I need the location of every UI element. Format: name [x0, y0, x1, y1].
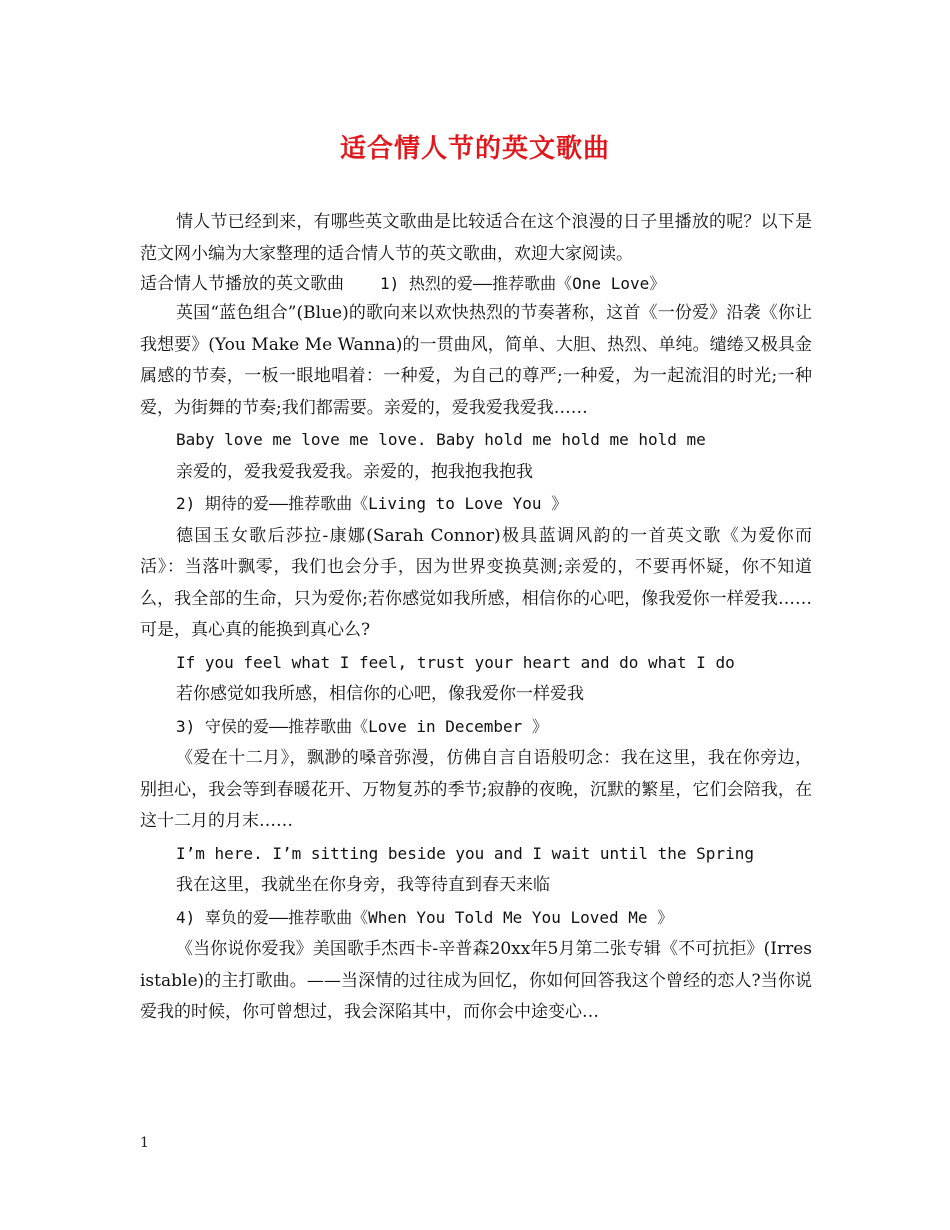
section-heading: 2) 期待的爱——推荐歌曲《Living to Love You 》 — [176, 494, 568, 513]
section-description: 《爱在十二月》，飘渺的嗓音弥漫，仿佛自言自语般叨念：我在这里，我在你旁边，别担心，我会等到春暖花开、万物复苏的季节;寂静的夜晚，沉默的繁星，它们会陪我，在这十二月的月末…… — [140, 748, 812, 831]
document-body — [140, 207, 812, 1029]
lyric-english: I’m here. I’m sitting beside you and I wait until the Spring — [176, 843, 754, 863]
section-heading: 4) 辜负的爱——推荐歌曲《When You Told Me You Loved Me 》 — [176, 907, 674, 927]
intro-paragraph: 情人节已经到来，有哪些英文歌曲是比较适合在这个浪漫的日子里播放的呢？以下是范文网小编为大家整理的适合情人节的英文歌曲，欢迎大家阅读。 — [140, 212, 812, 264]
section-heading: 3) 守侯的爱——推荐歌曲《Love in December 》 — [176, 716, 548, 736]
lyric-english: Baby love me love me love. Baby hold me hold me hold me — [176, 430, 706, 449]
lyric-chinese: 我在这里，我就坐在你身旁，我等待直到春天来临 — [176, 875, 550, 895]
lyric-chinese: 亲爱的，爱我爱我爱我。亲爱的，抱我抱我抱我 — [176, 461, 533, 482]
section-1-heading-line — [140, 270, 812, 298]
section-heading: 1) 热烈的爱——推荐歌曲《One Love》 — [380, 274, 666, 293]
page-number: 1 — [140, 1135, 149, 1151]
document-title: 适合情人节的英文歌曲 — [339, 134, 610, 164]
lyric-english: If you feel what I feel, trust your heart and do what I do — [176, 652, 735, 672]
section-description: 德国玉女歌后莎拉-康娜(Sarah Connor)极具蓝调风韵的一首英文歌《为爱你而活》：当落叶飘零，我们也会分手，因为世界变换莫测;亲爱的，不要再怀疑，你不知道么，我全部的生命，只为爱你;若你感觉如我所感，相信你的心吧，像我爱你一样爱我……可是，真心真的能换到真心么? — [140, 525, 812, 640]
subheading: 适合情人节播放的英文歌曲 — [140, 274, 344, 294]
section-description: 《当你说你爱我》美国歌手杰西卡-辛普森20xx年5月第二张专辑《不可抗拒》(Irresistable)的主打歌曲。——当深情的过往成为回忆，你如何回答我这个曾经的恋人?当你说爱我的时候，你可曾想过，我会深陷其中，而你会中途变心… — [140, 939, 812, 1022]
lyric-chinese: 若你感觉如我所感，相信你的心吧，像我爱你一样爱我 — [176, 684, 584, 704]
section-description: 英国“蓝色组合”(Blue)的歌向来以欢快热烈的节奏著称，这首《一份爱》沿袭《你让我想要》(You Make Me Wanna)的一贯曲风，简单、大胆、热烈、单纯。缱绻又极具金属感的节奏，一板一眼地唱着：一种爱，为自己的尊严;一种爱，为一起流泪的时光;一种爱，为街舞的节奏;我们都需要。亲爱的，爱我爱我爱我…… — [140, 303, 812, 418]
